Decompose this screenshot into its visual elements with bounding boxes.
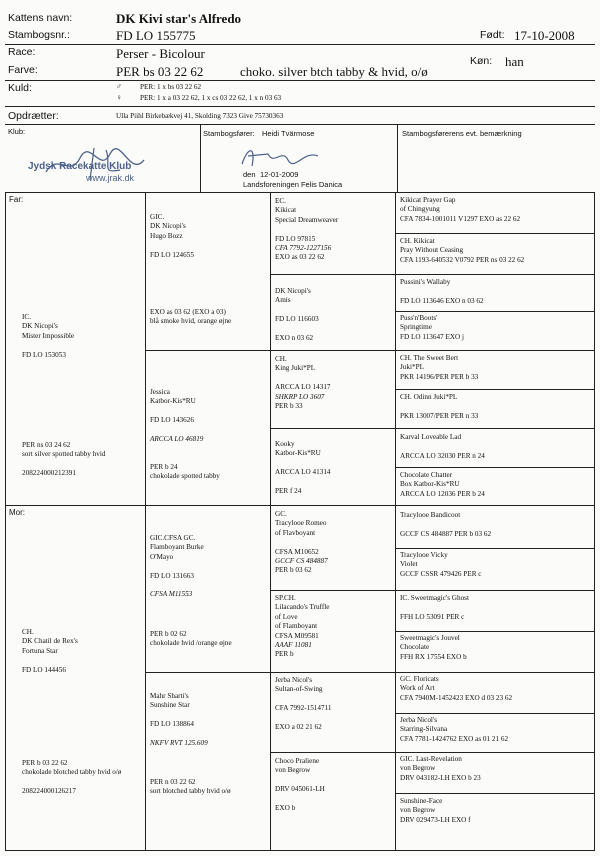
gg-grandparent-15: GIC. Last-Revelation von Begrow DRV 043182-LH EXO b 23 [400,755,481,782]
gg-grandparent-12: Sweetmagic's Jouvel Chocolate FFH RX 17554 EXO b [400,634,467,661]
grandparent-ff: GIC. DK Nicopi's Hugo Bozz FD LO 124655 [150,213,194,259]
male-symbol-icon: ♂ [116,82,122,91]
grandparent-ff-color: EXO as 03 62 (EXO a 03) blå smoke hvid, orange øjne [150,308,232,326]
father-cell [22,313,74,360]
gg-grandparent-5: CH. The Sweet Bert Juki*PL PKR 14196/PER PER b 33 [400,354,479,381]
reg-number: FD LO 155775 [116,28,196,43]
great-grandparent-1: EC. Kikicat Special Dreamweaver FD LO 97815 CFA 7792-1227156 EXO as 03 22 62 [275,197,339,262]
date-prefix: den [243,170,256,179]
gg-grandparent-6: CH. Odinn Juki*PL PKR 13007/PER PER n 33 [400,393,479,420]
gg-grandparent-3: Pussini's Wallaby FD LO 113646 EXO n 03 62 [400,278,484,305]
grandparent-fm-color: PER b 24 chokolade spotted tabby [150,463,220,481]
mother-color-cell [22,759,121,797]
gg-grandparent-7: Karval Loveable Lad ARCCA LO 32030 PER n 24 [400,433,485,460]
mother-cell [22,628,78,675]
father-chip: 208224000212391 [22,469,76,478]
mother-reg: FD LO 144456 [22,665,66,674]
litter-label: Kuld: [8,82,32,94]
gg-grandparent-2: CH. Kikicat Pray Without Ceasing CFA 1193-640532 V0792 PER ns 03 22 62 [400,237,525,264]
female-symbol-icon: ♀ [116,93,122,102]
club-label: Klub: [8,127,26,136]
cat-name: DK Kivi star's Alfredo [116,11,242,26]
keeper-name: Heidi Tvärmose [262,129,315,138]
father-reg: FD LO 153053 [22,350,66,359]
color-label: Farve: [8,64,38,76]
mother-prefix: DK Chatil de Rex's [22,637,78,646]
organisation: Landsforeningen Felis Danica [243,180,343,189]
great-grandparent-4: Kooky Katbor-Kis*RU ARCCA LO 41314 PER f 24 [275,440,331,496]
grandparent-mf-color: PER b 02 62 chokolade hvid /orange øjne [150,630,232,648]
reg-label: Stambogsnr.: [8,29,70,41]
keeper-label: Stambogsfører: [203,129,255,138]
cat-name-label: Kattens navn: [8,12,73,24]
remark-label: Stambogsførerens evt. bemærkning [402,129,522,138]
great-grandparent-7: Jerba Nicol's Sultan-of-Swing CFA 7992-1514711 EXO a 02 21 62 [275,676,332,732]
litter-females: PER: 1 x a 03 22 62, 1 x cs 03 22 62, 1 x n 03 63 [140,94,282,102]
race: Perser - Bicolour [116,46,205,61]
color-code: PER bs 03 22 62 [116,64,204,79]
mother-chip: 208224000126217 [22,787,76,796]
signed-date: 12-01-2009 [260,170,299,179]
great-grandparent-8: Choco Praliene von Begrow DRV 045061-LH EXO b [275,757,325,813]
keeper-signature-icon [238,142,322,172]
club-stamp: Jydsk Racekatte Klub [28,161,132,172]
gg-grandparent-16: Sunshine-Face von Begrow DRV 029473-LH EXO f [400,797,471,824]
father-color-desc: sort silver spotted tabby hvid [22,450,106,459]
mother-label: Mor: [9,508,25,517]
sex-label: Køn: [470,55,493,67]
father-label: Far: [9,195,24,204]
father-color-cell [22,441,105,479]
great-grandparent-2: DK Nicopi's Amis FD LO 116603 EXO n 03 62 [275,287,319,343]
gg-grandparent-13: GC. Floricats Work of Art CFA 7940M-1452423 EXO d 03 23 62 [400,675,513,702]
mother-color-desc: chokolade blotched tabby hvid o/ø [22,768,122,777]
grandparent-mf: GIC.CFSA GC. Flamboyant Burke O'Mayo FD LO 131663 CFSA M11553 [150,534,204,599]
gg-grandparent-4: Puss'n'Boots' Springtime FD LO 113647 EXO j [400,314,465,341]
color-description: choko. silver btch tabby & hvid, o/ø [240,64,428,79]
great-grandparent-6: SP.CH. Lilacando's Truffle of Love of Flamboyant CFSA M09581 AAAF 11081 PER b [275,594,330,659]
gg-grandparent-8: Chocolate Chatter Box Katbor-Kis*RU ARCCA LO 12036 PER b 24 [400,471,485,498]
father-title: IC. [22,313,31,321]
great-grandparent-5: GC. Tracylooe Romeo of Flavboyant CFSA M10652 GCCF CS 484887 PER b 03 62 [275,510,328,575]
great-grandparent-3: CH. King Juki*PL ARCCA LO 14317 SHKRP LO 3607 PER b 33 [275,355,331,411]
mother-color-code: PER b 03 22 62 [22,759,68,767]
grandparent-mm: Mahr Sharti's Sunshine Star FD LO 138864 NKFV RVT 125.609 [150,692,208,748]
litter-males: PER: 1 x bs 03 22 62 [140,83,202,91]
gg-grandparent-11: IC. Sweetmagic's Ghost FFH LO 53091 PER c [400,594,469,621]
gg-grandparent-1: Kikicat Prayer Gap of Chingyung CFA 7834-1001011 V1297 EXO as 22 62 [400,196,521,223]
born-date: 17-10-2008 [514,28,575,43]
mother-title: CH. [22,628,34,636]
father-name: Mister Impossible [22,331,75,340]
grandparent-fm: Jessica Katbor-Kis*RU FD LO 143626 ARCCA LO 46819 [150,388,204,444]
mother-name: Fortuna Star [22,646,58,655]
club-signature-icon [40,144,150,186]
gg-grandparent-9: Tracylooe Bandicoot GCCF CS 484887 PER b 03 62 [400,511,492,538]
club-stamp-url: www.jrak.dk [86,173,135,183]
race-label: Race: [8,46,36,58]
father-color-code: PER ns 03 24 62 [22,441,71,449]
breeder: Ulla Piihl Birkebækvej 41, Skolding 7323 Give 75730363 [116,112,284,120]
breeder-label: Opdrætter: [8,110,59,122]
gg-grandparent-14: Jerba Nicol's Starring-Silvana CFA 7781-1424762 EXO as 01 21 62 [400,716,509,743]
gg-grandparent-10: Tracylooe Vicky Violet GCCF CSSR 479426 PER c [400,551,482,578]
sex: han [505,54,524,69]
father-prefix: DK Nicopi's [22,322,58,331]
born-label: Født: [480,29,505,41]
grandparent-mm-color: PER n 03 22 62 sort blotched tabby hvid o/ø [150,778,231,796]
